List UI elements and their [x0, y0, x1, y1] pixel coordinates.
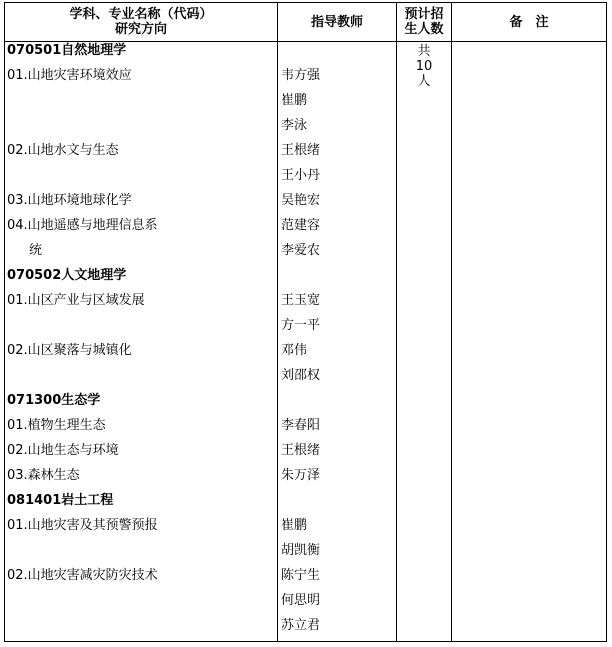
research-direction: 01.山地灾害环境效应 — [7, 68, 132, 83]
research-direction: 02.山地水文与生态 — [7, 143, 119, 158]
enrollment-count — [397, 44, 451, 89]
header-enrollment — [397, 3, 451, 41]
header-major-direction — [5, 3, 277, 41]
discipline-heading: 070502人文地理学 — [7, 268, 127, 283]
enrollment-count-line3: 人 — [417, 74, 431, 89]
research-direction: 01.植物生理生态 — [7, 418, 106, 433]
advisor-name: 陈宁生 — [281, 568, 321, 583]
enrollment-table — [4, 2, 607, 642]
research-direction: 02.山地生态与环境 — [7, 443, 119, 458]
advisor-name: 何思明 — [281, 593, 321, 608]
advisor-name: 李泳 — [281, 118, 308, 133]
discipline-heading: 070501自然地理学 — [7, 43, 127, 58]
research-direction: 01.山地灾害及其预警预报 — [7, 518, 158, 533]
discipline-heading: 071300生态学 — [7, 393, 101, 408]
enrollment-count-line1: 共 — [417, 44, 431, 59]
advisor-name: 刘邵权 — [281, 368, 321, 383]
column-divider — [451, 3, 452, 641]
advisor-name: 苏立君 — [281, 618, 321, 633]
enrollment-count-line2: 10 — [415, 59, 433, 74]
research-direction: 04.山地遥感与地理信息系 — [7, 218, 158, 233]
advisor-name: 王小丹 — [281, 168, 321, 183]
research-direction: 统 — [29, 243, 43, 258]
advisor-name: 王根绪 — [281, 143, 321, 158]
header-enrollment-line1: 预计招 — [404, 7, 444, 22]
column-divider — [277, 3, 278, 641]
header-remarks — [452, 3, 606, 41]
advisor-name: 朱万泽 — [281, 468, 321, 483]
header-advisor-label: 指导教师 — [310, 14, 363, 30]
advisor-name: 邓伟 — [281, 343, 308, 358]
research-direction: 02.山地灾害减灾防灾技术 — [7, 568, 158, 583]
research-direction: 03.森林生态 — [7, 468, 80, 483]
header-enrollment-line2: 生人数 — [404, 22, 444, 37]
research-direction: 03.山地环境地球化学 — [7, 193, 132, 208]
advisor-name: 方一平 — [281, 318, 321, 333]
advisor-name: 胡凯衡 — [281, 543, 321, 558]
header-advisor — [278, 3, 396, 41]
advisor-name: 王玉宽 — [281, 293, 321, 308]
header-major-label: 学科、专业名称（代码） — [69, 7, 213, 22]
advisor-name: 范建容 — [281, 218, 321, 233]
advisor-name: 李春阳 — [281, 418, 321, 433]
advisor-name: 吴艳宏 — [281, 193, 321, 208]
research-direction: 01.山区产业与区域发展 — [7, 293, 145, 308]
advisor-name: 李爱农 — [281, 243, 321, 258]
column-divider — [396, 3, 397, 641]
research-direction: 02.山区聚落与城镇化 — [7, 343, 132, 358]
advisor-name: 王根绪 — [281, 443, 321, 458]
discipline-heading: 081401岩土工程 — [7, 493, 114, 508]
header-remarks-label: 备 注 — [509, 14, 549, 30]
advisor-name: 崔鹏 — [281, 518, 308, 533]
advisor-name: 韦方强 — [281, 68, 321, 83]
advisor-name: 崔鹏 — [281, 93, 308, 108]
header-direction-label: 研究方向 — [114, 22, 167, 37]
